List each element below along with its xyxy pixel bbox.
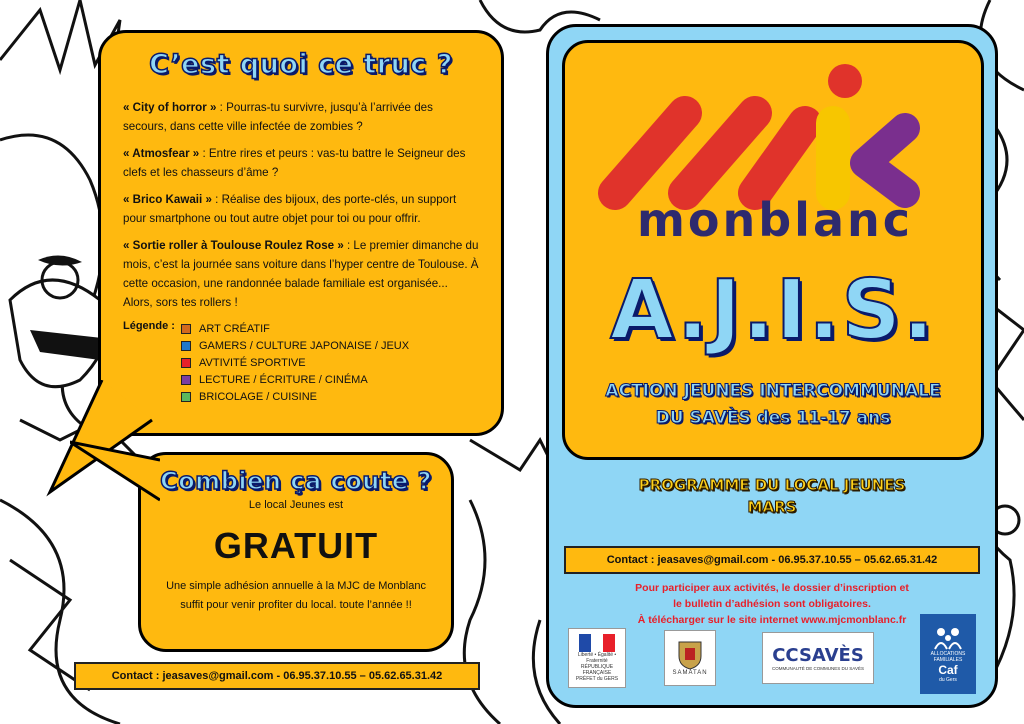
info-line-1: Pour participer aux activités, le dossier d’inscription et	[635, 582, 909, 594]
legend-swatch	[181, 341, 191, 351]
mjc-logo-word: monblanc	[636, 193, 914, 247]
activity-item: « Sortie roller à Toulouse Roulez Rose » : Le premier dimanche du mois, c’est la journée sans voiture dans l’hyper centre de Toulouse. À cette occasion, une randonnée balade familiale est organisée... Alors, sors tes rollers !	[123, 239, 479, 309]
legend-item-label: ART CRÉATIF	[199, 322, 270, 335]
left-contact-text: Contact : jeasaves@gmail.com - 06.95.37.10.55 – 05.62.65.31.42	[111, 670, 443, 682]
legend-item-label: AVTIVITÉ SPORTIVE	[199, 356, 306, 369]
right-contact-bar	[564, 546, 980, 574]
title-box	[562, 40, 984, 460]
program-title: PROGRAMME DU LOCAL JEUNES	[638, 476, 906, 494]
legend-item	[181, 371, 409, 388]
cost-bubble	[138, 452, 454, 652]
mjc-logo-mark	[595, 63, 935, 213]
left-contact-bar	[74, 662, 480, 690]
info-line-2: le bulletin d’adhésion sont obligatoires.	[673, 598, 871, 610]
legend-swatch	[181, 358, 191, 368]
cost-bubble-tail	[70, 440, 160, 520]
legend-item	[181, 337, 409, 354]
prefet-logo: Liberté • Égalité • Fraternité RÉPUBLIQUE FRANÇAISE PRÉFET du GERS	[568, 628, 626, 688]
cost-note-1: Une simple adhésion annuelle à la MJC de Monblanc	[166, 580, 426, 592]
legend-item	[181, 354, 409, 371]
info-bubble	[98, 30, 504, 436]
legend-item	[181, 388, 409, 405]
legend-swatch	[181, 392, 191, 402]
subtitle-2: DU SAVÈS des 11-17 ans	[655, 408, 891, 428]
program-month: MARS	[747, 498, 797, 516]
legend	[123, 320, 479, 405]
legend-label: Légende :	[123, 320, 175, 332]
caf-logo: ALLOCATIONS FAMILIALES Caf du Gers	[920, 614, 976, 694]
right-contact-text: Contact : jeasaves@gmail.com - 06.95.37.10.55 – 05.62.65.31.42	[606, 554, 938, 566]
cost-intro: Le local Jeunes est	[248, 499, 344, 511]
activity-item: « Atmosfear » : Entre rires et peurs : vas-tu battre le Seigneur des clefs et les chasseurs d’âme ?	[123, 147, 466, 179]
legend-item-label: BRICOLAGE / CUISINE	[199, 390, 317, 403]
subtitle-1: ACTION JEUNES INTERCOMMUNALE	[605, 381, 941, 401]
legend-swatch	[181, 324, 191, 334]
legend-item	[181, 320, 409, 337]
flag-icon	[579, 634, 615, 652]
activity-item: « City of horror » : Pourras-tu survivre, jusqu’à l’arrivée des secours, dans cette ville infectée de zombies ?	[123, 101, 433, 133]
activity-item: « Brico Kawaii » : Réalise des bijoux, des porte-clés, un support pour smartphone ou tout autre objet pour toi ou pour offrir.	[123, 193, 457, 225]
legend-item-label: LECTURE / ÉCRITURE / CINÉMA	[199, 373, 368, 386]
cost-title: Combien ça coute ?	[160, 467, 432, 495]
legend-list	[181, 320, 409, 405]
ccsaves-logo: CCSAVÈS COMMUNAUTÉ DE COMMUNES DU SAVÈS	[762, 632, 874, 684]
cost-value: GRATUIT	[213, 525, 379, 566]
cost-note-2: suffit pour venir profiter du local. toute l’année !!	[180, 599, 412, 611]
coat-of-arms-icon	[677, 640, 703, 670]
legend-swatch	[181, 375, 191, 385]
acronym: A.J.I.S.	[610, 263, 936, 358]
legend-item-label: GAMERS / CULTURE JAPONAISE / JEUX	[199, 339, 410, 352]
family-icon	[933, 625, 963, 651]
activity-list	[123, 98, 479, 312]
info-title: C’est quoi ce truc ?	[149, 49, 453, 80]
info-line-3: À télécharger sur le site internet www.mjcmonblanc.fr	[637, 614, 907, 626]
samatan-logo: SAMATAN	[664, 630, 716, 686]
